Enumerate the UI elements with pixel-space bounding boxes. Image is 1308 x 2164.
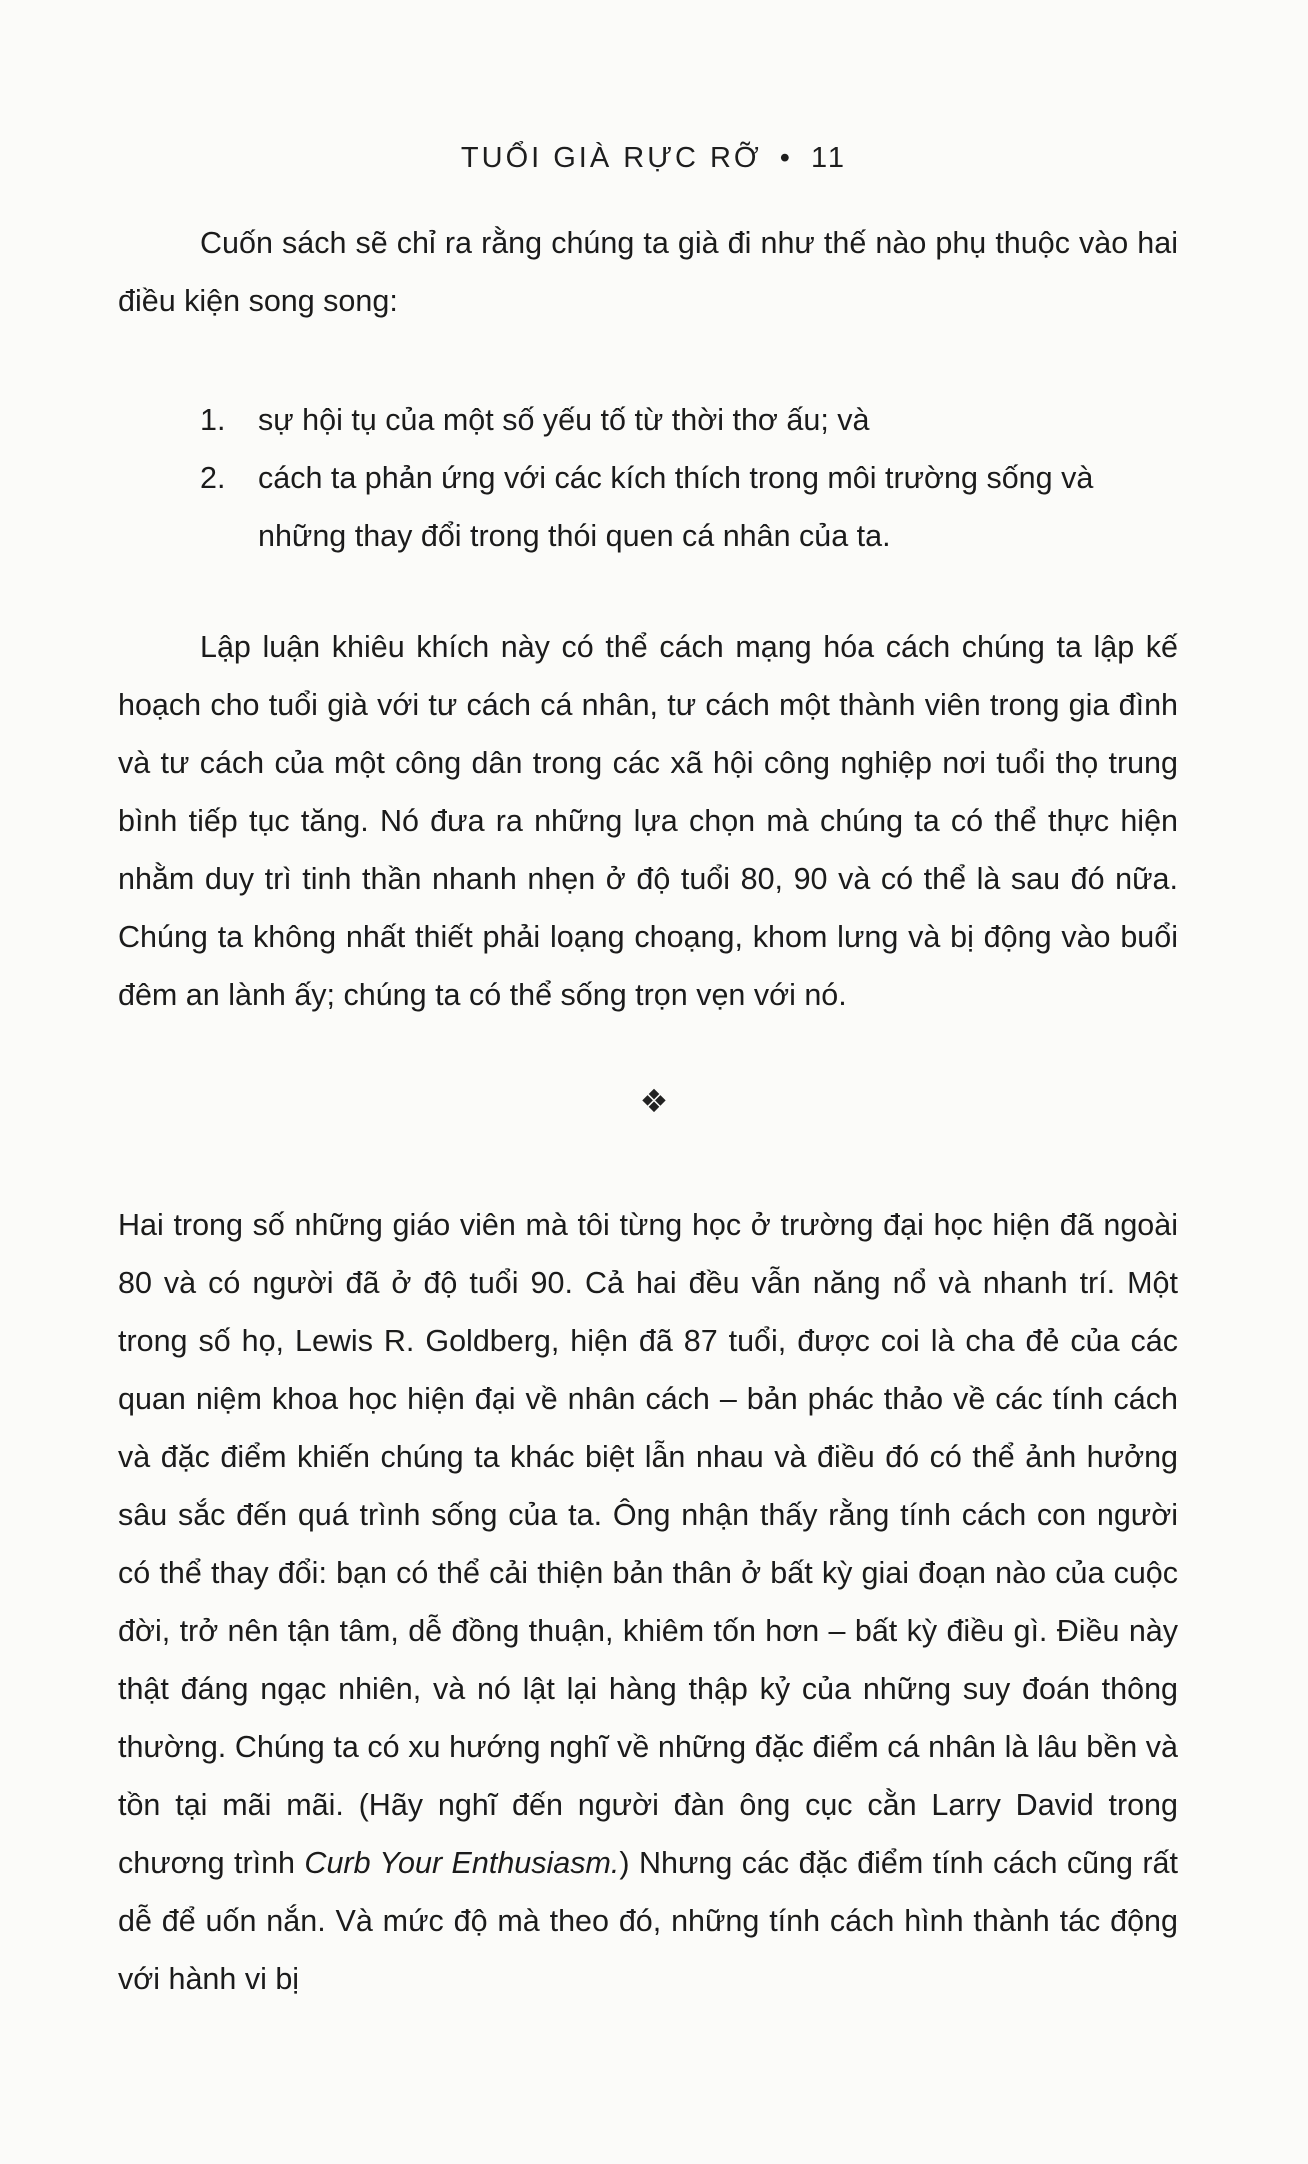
- argument-paragraph: Lập luận khiêu khích này có thể cách mạng hóa cách chúng ta lập kế hoạch cho tuổi già với tư cách cá nhân, tư cách một thành viên trong gia đình và tư cách của một công dân trong các xã hội công nghiệp nơi tuổi thọ trung bình tiếp tục tăng. Nó đưa ra những lựa chọn mà chúng ta có thể thực hiện nhằm duy trì tinh thần nhanh nhẹn ở độ tuổi 80, 90 và có thể là sau đó nữa. Chúng ta không nhất thiết phải loạng choạng, khom lưng và bị động vào buổi đêm an lành ấy; chúng ta có thể sống trọn vẹn với nó.: [118, 630, 1178, 1012]
- show-title: Curb Your Enthusiasm.: [304, 1846, 620, 1880]
- list-item-number: 2.: [200, 461, 226, 495]
- book-title: TUỔI GIÀ RỰC RỠ: [460, 142, 762, 174]
- teachers-paragraph-block: [118, 1196, 1178, 2008]
- intro-paragraph-block: [118, 214, 1178, 330]
- header-separator: •: [779, 142, 793, 174]
- list-item-text: cách ta phản ứng với các kích thích trong môi trường sống và những thay đổi trong thói quen cá nhân của ta.: [258, 461, 1094, 553]
- intro-paragraph: Cuốn sách sẽ chỉ ra rằng chúng ta già đi như thế nào phụ thuộc vào hai điều kiện song song:: [118, 226, 1178, 318]
- list-item-number: 1.: [200, 403, 226, 437]
- argument-paragraph-block: [118, 618, 1178, 1024]
- running-header: [0, 142, 1308, 175]
- list-item-text: sự hội tụ của một số yếu tố từ thời thơ ấu; và: [258, 403, 870, 437]
- section-break-ornament-icon: ❖: [639, 1082, 669, 1120]
- teachers-paragraph: [118, 1196, 1178, 2008]
- conditions-list: [118, 391, 1178, 565]
- teachers-text-part1: Hai trong số những giáo viên mà tôi từng học ở trường đại học hiện đã ngoài 80 và có người đã ở độ tuổi 90. Cả hai đều vẫn năng nổ và nhanh trí. Một trong số họ, Lewis R. Goldberg, hiện đã 87 tuổi, được coi là cha đẻ của các quan niệm khoa học hiện đại về nhân cách – bản phác thảo về các tính cách và đặc điểm khiến chúng ta khác biệt lẫn nhau và điều đó có thể ảnh hưởng sâu sắc đến quá trình sống của ta. Ông nhận thấy rằng tính cách con người có thể thay đổi: bạn có thể cải thiện bản thân ở bất kỳ giai đoạn nào của cuộc đời, trở nên tận tâm, dễ đồng thuận, khiêm tốn hơn – bất kỳ điều gì. Điều này thật đáng ngạc nhiên, và nó lật lại hàng thập kỷ của những suy đoán thông thường. Chúng ta có xu hướng nghĩ về những đặc điểm cá nhân là lâu bền và tồn tại mãi mãi. (Hãy nghĩ đến người đàn ông cục cằn Larry David trong chương trình: [118, 1208, 1178, 1880]
- list-item: [118, 391, 1178, 449]
- page-number: 11: [810, 142, 848, 174]
- list-item: [118, 449, 1178, 565]
- teachers-text-part2: ) Nhưng các đặc điểm tính cách cũng rất dễ để uốn nắn. Và mức độ mà theo đó, những tính cách hình thành tác động với hành vi bị: [118, 1846, 1178, 1996]
